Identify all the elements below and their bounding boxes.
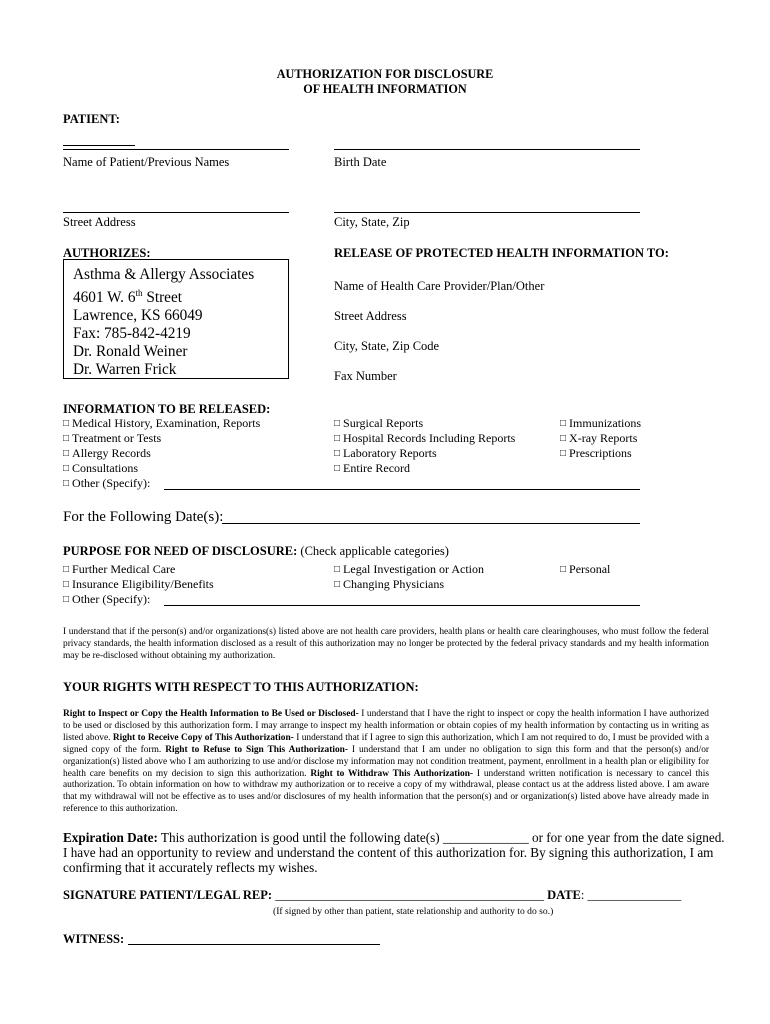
following-dates-label: For the Following Date(s): — [63, 509, 224, 525]
provider-doctor-2: Dr. Warren Frick — [73, 361, 177, 379]
patient-street-field[interactable] — [63, 212, 289, 213]
checkbox-other-specify[interactable]: □ Other (Specify): — [63, 476, 151, 490]
patient-city-label: City, State, Zip — [334, 215, 410, 229]
signature-label: SIGNATURE PATIENT/LEGAL REP: — [63, 888, 273, 902]
provider-address: 4601 W. 6th Street — [73, 288, 183, 307]
checkbox-prescriptions[interactable]: □ Prescriptions — [560, 446, 632, 460]
release-city-label[interactable]: City, State, Zip Code — [334, 339, 440, 353]
checkbox-entire-record[interactable]: □ Entire Record — [334, 461, 411, 475]
authorizes-heading: AUTHORIZES: — [63, 246, 151, 260]
signature-note: (If signed by other than patient, state relationship and authority to do so.) — [273, 906, 554, 917]
patient-city-field[interactable] — [334, 212, 640, 213]
checkbox-immunizations[interactable]: □ Immunizations — [560, 416, 642, 430]
release-provider-label[interactable]: Name of Health Care Provider/Plan/Other — [334, 279, 545, 293]
purpose-hint: (Check applicable categories) — [300, 544, 449, 558]
witness-field[interactable] — [128, 944, 380, 945]
patient-name-label: Name of Patient/Previous Names — [63, 155, 230, 169]
expiration-paragraph: Expiration Date: This authorization is good until the following date(s) _____________ or for one year from the date signed. I have had an opportunity to review and understand the content of this authorization for. By signing this authorization, I am confirming that it accurately reflects my wishes. — [63, 830, 725, 875]
date-label: DATE — [547, 888, 581, 902]
release-street-label[interactable]: Street Address — [334, 309, 407, 323]
checkbox-further-medical-care[interactable]: □ Further Medical Care — [63, 562, 176, 576]
checkbox-legal-investigation[interactable]: □ Legal Investigation or Action — [334, 562, 485, 576]
birth-date-label: Birth Date — [334, 155, 387, 169]
checkbox-laboratory-reports[interactable]: □ Laboratory Reports — [334, 446, 437, 460]
birth-date-field[interactable] — [334, 149, 640, 150]
release-heading: RELEASE OF PROTECTED HEALTH INFORMATION TO: — [334, 246, 669, 260]
signature-row — [63, 888, 681, 903]
following-dates-field[interactable] — [222, 523, 640, 524]
witness-label: WITNESS: — [63, 932, 125, 946]
provider-fax: Fax: 785-842-4219 — [73, 325, 191, 343]
checkbox-consultations[interactable]: □ Consultations — [63, 461, 139, 475]
purpose-other-field[interactable] — [164, 605, 640, 606]
expiration-label: Expiration Date: — [63, 830, 158, 845]
checkbox-surgical-reports[interactable]: □ Surgical Reports — [334, 416, 424, 430]
provider-box — [63, 259, 289, 379]
provider-doctor-1: Dr. Ronald Weiner — [73, 343, 188, 361]
provider-city: Lawrence, KS 66049 — [73, 307, 203, 325]
form-title-line1: AUTHORIZATION FOR DISCLOSURE — [276, 67, 494, 81]
other-specify-field[interactable] — [164, 489, 640, 490]
date-field[interactable]: : _______________ — [580, 888, 682, 902]
release-fax-label[interactable]: Fax Number — [334, 369, 397, 383]
patient-heading: PATIENT: — [63, 112, 120, 126]
checkbox-xray-reports[interactable]: □ X-ray Reports — [560, 431, 638, 445]
form-title-line2: OF HEALTH INFORMATION — [303, 82, 467, 96]
expiration-date-field[interactable]: _____________ — [442, 830, 529, 845]
info-released-heading: INFORMATION TO BE RELEASED: — [63, 402, 271, 416]
signature-field[interactable]: ___________________________________________ — [275, 888, 544, 902]
rights-heading: YOUR RIGHTS WITH RESPECT TO THIS AUTHORIZATION: — [63, 680, 419, 694]
checkbox-insurance-eligibility[interactable]: □ Insurance Eligibility/Benefits — [63, 577, 214, 591]
checkbox-hospital-records[interactable]: □ Hospital Records Including Reports — [334, 431, 516, 445]
checkbox-changing-physicians[interactable]: □ Changing Physicians — [334, 577, 445, 591]
checkbox-purpose-other[interactable]: □ Other (Specify): — [63, 592, 151, 606]
patient-name-field-short — [63, 145, 135, 146]
patient-street-label: Street Address — [63, 215, 136, 229]
patient-name-field[interactable] — [63, 149, 289, 150]
rights-paragraph: Right to Inspect or Copy the Health Information to Be Used or Disclosed- I understand that I have the right to inspect or copy the health information I have authorized to be used or disclosed by this authorization form. I may arrange to inspect my health information or obtain copies of my health information by contacting us in writing as listed above. Right to Receive Copy of This Authorization- I understand that if I agree to sign this authorization, which I am not required to do, I must be provided with a signed copy of the form. Right to Refuse to Sign This Authorization- I understand that I am under no obligation to sign this form and that the person(s) and/or organization(s) listed above who I am authorizing to use and/or disclose my information may not condition treatment, payment, enrollment in a health plan or eligibility for health care benefits on my decision to sign this authorization. Right to Withdraw This Authorization- I understand written notification is necessary to cancel this authorization. To obtain information on how to withdraw my authorization or to receive a copy of my withdrawal, please contact us at the address listed above. I am aware that my withdrawal will not be effective as to uses and/or disclosures of my health information that the person(s) and or organization(s) listed above have already made in reference to this authorization. — [63, 709, 710, 815]
understand-paragraph: I understand that if the person(s) and/or organizations(s) listed above are not health care providers, health plans or health care clearinghouses, who must follow the federal privacy standards, the health information disclosed as a result of this authorization may no longer be protected by the federal privacy standards and my health information may be re-disclosed without obtaining my authorization. — [63, 627, 709, 661]
checkbox-allergy-records[interactable]: □ Allergy Records — [63, 446, 151, 460]
checkbox-medical-history[interactable]: □ Medical History, Examination, Reports — [63, 416, 261, 430]
provider-name: Asthma & Allergy Associates — [73, 266, 255, 283]
checkbox-personal[interactable]: □ Personal — [560, 562, 611, 576]
purpose-heading: PURPOSE FOR NEED OF DISCLOSURE: — [63, 544, 298, 558]
checkbox-treatment-tests[interactable]: □ Treatment or Tests — [63, 431, 162, 445]
purpose-heading-row — [63, 544, 449, 559]
